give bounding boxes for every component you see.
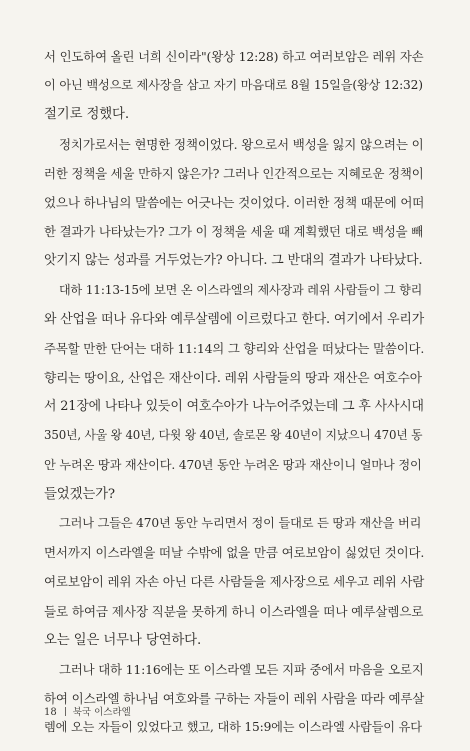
paragraph-2 (44, 130, 424, 276)
footer-divider (65, 707, 66, 716)
text-line: 었으나 하나님의 말씀에는 어긋나는 것이었다. 이러한 정책 때문에 어떠 (44, 194, 425, 210)
paragraph-5 (44, 655, 424, 743)
text-line: 렘에 오는 자들이 있었다고 했고, 대하 15:9에는 이스라엘 사람들이 유다 (44, 720, 422, 735)
text-line: 여로보암이 레위 자손 아닌 다른 사람들을 제사장으로 세우고 레위 사람 (44, 574, 425, 590)
paragraph-3 (44, 276, 424, 510)
text-line: 면서까지 이스라엘을 떠날 수밖에 없을 만큼 여로보암이 싫었던 것이다. (44, 545, 425, 561)
text-line: 안 누려온 땅과 재산이다. 470년 동안 누려온 땅과 재산이니 얼마나 정이 (44, 457, 422, 472)
paragraph-1 (44, 42, 424, 130)
text-line: 들었겠는가? (44, 486, 115, 502)
text-line: 하여 이스라엘 하나님 여호와를 구하는 자들이 레위 사람을 따라 예루살 (44, 691, 425, 707)
text-line: 절기로 정했다. (44, 107, 129, 123)
text-line: 와 산업을 떠나 유다와 예루살렘에 이르렀다고 한다. 여기에서 우리가 (44, 311, 424, 327)
text-line: 그러나 그들은 470년 동안 누리면서 정이 들대로 든 땅과 재산을 버리 (59, 516, 422, 530)
text-line: 대하 11:13-15에 보면 온 이스라엘의 제사장과 레위 사람들이 그 향리 (59, 282, 423, 297)
text-line: 서 21장에 나타나 있듯이 여호수아가 나누어주었는데 그 후 사사시대 (44, 399, 424, 415)
text-line: 들로 하여금 제사장 직분을 못하게 하니 이스라엘을 떠나 예루살렘으로 (44, 603, 424, 619)
body-text (44, 42, 424, 743)
page-number: 18 (44, 707, 57, 718)
text-line: 350년, 사울 왕 40년, 다윗 왕 40년, 솔로몬 왕 40년이 지났으니 470년 동 (44, 428, 423, 443)
text-line: 앗기지 않는 성과를 거두었는가? 아니다. 그 반대의 결과가 나타났다. (44, 253, 423, 269)
text-line: 러한 정책을 세울 만하지 않은가? 그러나 인간적으로는 지혜로운 정책이 (44, 165, 424, 181)
text-line: 정치가로서는 현명한 정책이었다. 왕으로서 백성을 잃지 않으려는 이 (59, 136, 424, 152)
text-line: 서 인도하여 올린 너희 신이라"(왕상 12:28) 하고 여러보암은 레위 자손 (44, 49, 424, 64)
text-line: 한 결과가 나타났는가? 그가 이 정책을 세울 때 계획했던 대로 백성을 빼 (44, 224, 424, 240)
text-line: 주목할 만한 단어는 대하 11:14의 그 향리와 산업을 떠났다는 말씀이다. (44, 340, 425, 356)
running-title: 북국 이스라엘 (72, 707, 131, 718)
text-line: 오는 일은 너무나 당연하다. (44, 632, 202, 648)
text-line: 그러나 대하 11:16에는 또 이스라엘 모든 지파 중에서 마음을 오로지 (59, 661, 424, 677)
text-line: 이 아닌 백성으로 제사장을 삼고 자기 마음대로 8월 15일을(왕상 12:32) (44, 78, 423, 93)
paragraph-4 (44, 509, 424, 655)
text-line: 향리는 땅이요, 산업은 재산이다. 레위 사람들의 땅과 재산은 여호수아 (44, 370, 422, 386)
page-footer (44, 706, 131, 720)
